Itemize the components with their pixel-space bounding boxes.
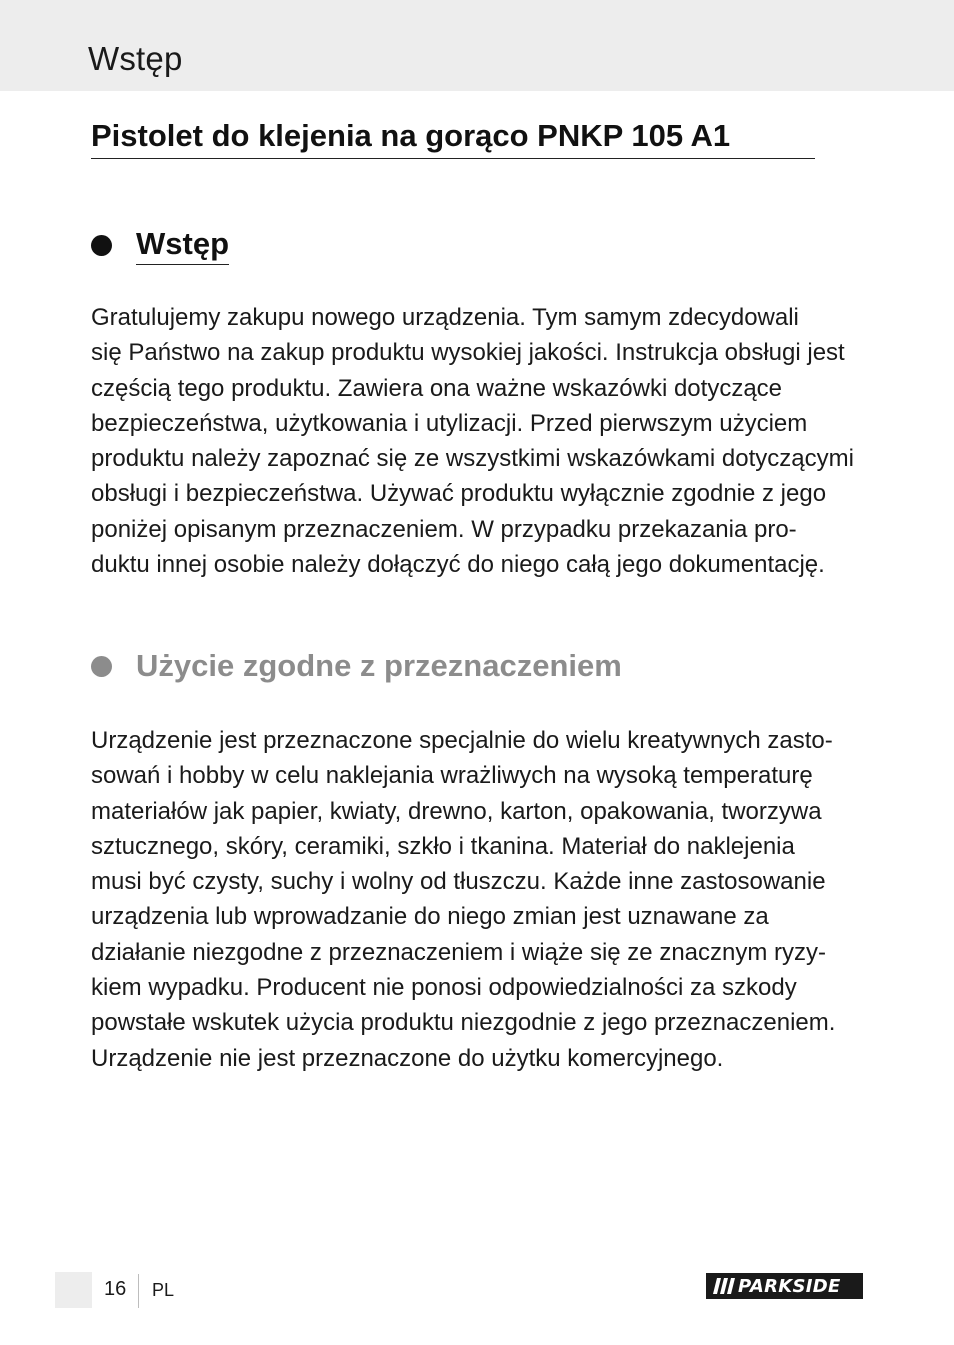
- paragraph-line: musi być czysty, suchy i wolny od tłuszczu. Każde inne zastosowanie: [91, 868, 826, 896]
- paragraph-line: bezpieczeństwa, użytkowania i utylizacji. Przed pierwszym użyciem: [91, 409, 808, 437]
- page-number: 16: [104, 1278, 127, 1300]
- parkside-logo: [706, 1273, 863, 1299]
- paragraph-line: Urządzenie jest przeznaczone specjalnie do wielu kreatywnych zasto-: [91, 727, 833, 754]
- footer-divider: [138, 1274, 139, 1308]
- paragraph-line: Gratulujemy zakupu nowego urządzenia. Tym samym zdecydowali: [91, 304, 799, 331]
- section-heading-intended-use: [91, 648, 622, 684]
- running-header: Wstęp: [88, 40, 183, 77]
- section-heading-text: Wstęp: [136, 226, 229, 265]
- intended-use-paragraph: [91, 723, 866, 1076]
- document-title: Pistolet do klejenia na gorąco PNKP 105 A1: [91, 118, 815, 159]
- brand-name: PARKSIDE: [738, 1275, 841, 1297]
- paragraph-line: częścią tego produktu. Zawiera ona ważne wskazówki dotyczące: [91, 374, 783, 402]
- section-heading-intro: [91, 226, 229, 265]
- paragraph-line: poniżej opisanym przeznaczeniem. W przypadku przekazania pro-: [91, 515, 797, 543]
- paragraph-line: się Państwo na zakup produktu wysokiej jakości. Instrukcja obsługi jest: [91, 339, 845, 367]
- paragraph-line: duktu innej osobie należy dołączyć do niego całą jego dokumentację.: [91, 551, 825, 579]
- paragraph-line: produktu należy zapoznać się ze wszystkimi wskazówkami dotyczącymi: [91, 445, 854, 473]
- logo-slashes-icon: [706, 1273, 736, 1299]
- paragraph-line: powstałe wskutek użycia produktu niezgodnie z jego przeznaczeniem.: [91, 1009, 836, 1037]
- section-heading-text: Użycie zgodne z przeznaczeniem: [136, 648, 622, 683]
- footer-marker-box: [55, 1272, 92, 1308]
- paragraph-line: kiem wypadku. Producent nie ponosi odpowiedzialności za szkody: [91, 974, 797, 1002]
- paragraph-line: Urządzenie nie jest przeznaczone do użytku komercyjnego.: [91, 1044, 724, 1072]
- paragraph-line: sowań i hobby w celu naklejania wrażliwych na wysoką temperaturę: [91, 762, 813, 790]
- bullet-icon: [91, 235, 112, 256]
- paragraph-line: działanie niezgodne z przeznaczeniem i wiąże się ze znacznym ryzy-: [91, 938, 826, 966]
- paragraph-line: sztucznego, skóry, ceramiki, szkło i tkanina. Materiał do naklejenia: [91, 832, 795, 860]
- paragraph-line: materiałów jak papier, kwiaty, drewno, karton, opakowania, tworzywa: [91, 797, 822, 825]
- paragraph-line: obsługi i bezpieczeństwa. Używać produktu wyłącznie zgodnie z jego: [91, 480, 827, 508]
- bullet-icon: [91, 656, 112, 677]
- intro-paragraph: [91, 300, 866, 582]
- language-code: PL: [152, 1280, 175, 1300]
- paragraph-line: urządzenia lub wprowadzanie do niego zmian jest uznawane za: [91, 903, 769, 931]
